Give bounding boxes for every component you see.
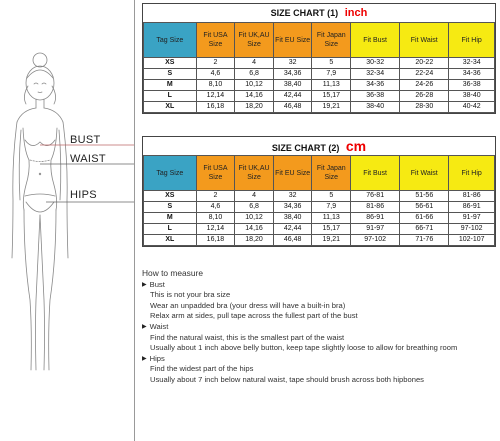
size-cell: M bbox=[144, 80, 197, 91]
table-cell: 38-40 bbox=[449, 91, 495, 102]
chart-title bbox=[143, 137, 495, 155]
instruction-line: Usually about 1 inch above belly button, keep tape slightly loose to allow for breathing room bbox=[150, 343, 458, 353]
table-cell: 5 bbox=[312, 191, 351, 202]
table-cell: 46,48 bbox=[273, 235, 312, 246]
table-cell: 6,8 bbox=[235, 69, 274, 80]
table-cell: 42,44 bbox=[273, 91, 312, 102]
table-cell: 34,36 bbox=[273, 202, 312, 213]
table-cell: 46,48 bbox=[273, 102, 312, 113]
table-cell: 81-86 bbox=[351, 202, 400, 213]
header-cell: Fit Bust bbox=[351, 156, 400, 191]
instruction-line: Usually about 7 inch below natural waist, tape should brush across both hipbones bbox=[150, 374, 424, 384]
table-row bbox=[144, 202, 495, 213]
header-cell: Fit USA Size bbox=[196, 23, 235, 58]
triangle-right-icon: ▶ bbox=[142, 323, 147, 330]
size-table-cm bbox=[143, 155, 495, 246]
table-cell: 7,9 bbox=[312, 69, 351, 80]
instruction-line: Wear an unpadded bra (your dress will have a built-in bra) bbox=[150, 300, 346, 310]
table-cell: 102-107 bbox=[449, 235, 495, 246]
table-header-row bbox=[144, 156, 495, 191]
header-cell: Fit Waist bbox=[400, 23, 449, 58]
table-cell: 81-86 bbox=[449, 191, 495, 202]
table-cell: 28-30 bbox=[400, 102, 449, 113]
table-cell: 20-22 bbox=[400, 58, 449, 69]
table-cell: 14,16 bbox=[235, 224, 274, 235]
size-cell: XL bbox=[144, 235, 197, 246]
table-cell: 16,18 bbox=[196, 235, 235, 246]
table-cell: 19,21 bbox=[312, 235, 351, 246]
table-cell: 11,13 bbox=[312, 213, 351, 224]
table-cell: 36-38 bbox=[449, 80, 495, 91]
header-cell: Fit EU Size bbox=[273, 156, 312, 191]
header-cell: Fit Waist bbox=[400, 156, 449, 191]
table-body bbox=[144, 58, 495, 113]
size-chart-cm bbox=[142, 136, 496, 247]
size-cell: XS bbox=[144, 191, 197, 202]
header-cell: Fit Japan Size bbox=[312, 23, 351, 58]
table-row bbox=[144, 224, 495, 235]
waist-label: WAIST bbox=[70, 153, 106, 165]
size-cell: M bbox=[144, 213, 197, 224]
header-cell: Fit Japan Size bbox=[312, 156, 351, 191]
size-cell: L bbox=[144, 91, 197, 102]
triangle-right-icon: ▶ bbox=[142, 281, 147, 288]
table-cell: 51-56 bbox=[400, 191, 449, 202]
table-cell: 36-38 bbox=[351, 91, 400, 102]
section-bust bbox=[142, 280, 498, 291]
table-row bbox=[144, 58, 495, 69]
table-cell: 86-91 bbox=[449, 202, 495, 213]
header-cell: Fit USA Size bbox=[196, 156, 235, 191]
size-cell: XS bbox=[144, 58, 197, 69]
size-cell: L bbox=[144, 224, 197, 235]
bust-label: BUST bbox=[70, 134, 101, 146]
table-cell: 22-24 bbox=[400, 69, 449, 80]
table-cell: 66-71 bbox=[400, 224, 449, 235]
table-cell: 56-61 bbox=[400, 202, 449, 213]
table-cell: 30-32 bbox=[351, 58, 400, 69]
table-cell: 38-40 bbox=[351, 102, 400, 113]
instruction-line: Find the natural waist, this is the smallest part of the waist bbox=[150, 332, 345, 342]
divider-line bbox=[134, 0, 135, 441]
table-cell: 76-81 bbox=[351, 191, 400, 202]
size-cell: S bbox=[144, 69, 197, 80]
table-cell: 12,14 bbox=[196, 91, 235, 102]
figure-panel bbox=[0, 0, 136, 441]
table-cell: 6,8 bbox=[235, 202, 274, 213]
table-row bbox=[144, 80, 495, 91]
table-cell: 8,10 bbox=[196, 213, 235, 224]
section-name: Hips bbox=[149, 353, 165, 363]
size-cell: S bbox=[144, 202, 197, 213]
section-name: Bust bbox=[149, 279, 165, 289]
chart-title bbox=[143, 4, 495, 22]
table-cell: 24-26 bbox=[400, 80, 449, 91]
table-cell: 15,17 bbox=[312, 91, 351, 102]
section-waist bbox=[142, 322, 498, 333]
header-cell: Tag Size bbox=[144, 156, 197, 191]
table-header-row bbox=[144, 23, 495, 58]
table-cell: 12,14 bbox=[196, 224, 235, 235]
table-cell: 10,12 bbox=[235, 213, 274, 224]
table-cell: 5 bbox=[312, 58, 351, 69]
table-cell: 71-76 bbox=[400, 235, 449, 246]
size-cell: XL bbox=[144, 102, 197, 113]
table-cell: 14,16 bbox=[235, 91, 274, 102]
size-table-inch bbox=[143, 22, 495, 113]
chart-unit: cm bbox=[345, 138, 367, 154]
table-cell: 18,20 bbox=[235, 102, 274, 113]
header-cell: Fit EU Size bbox=[273, 23, 312, 58]
table-cell: 97-102 bbox=[351, 235, 400, 246]
table-cell: 7,9 bbox=[312, 202, 351, 213]
table-cell: 32 bbox=[273, 191, 312, 202]
section-hips bbox=[142, 354, 498, 365]
table-cell: 61-66 bbox=[400, 213, 449, 224]
instruction-line: This is not your bra size bbox=[150, 290, 231, 300]
table-body bbox=[144, 191, 495, 246]
header-cell: Fit Bust bbox=[351, 23, 400, 58]
table-cell: 8,10 bbox=[196, 80, 235, 91]
table-cell: 32-34 bbox=[449, 58, 495, 69]
table-cell: 4 bbox=[235, 191, 274, 202]
chart-title-text: SIZE CHART (2) bbox=[271, 143, 340, 153]
chart-unit: inch bbox=[344, 7, 368, 19]
table-cell: 34-36 bbox=[449, 69, 495, 80]
header-cell: Fit UK,AU Size bbox=[235, 23, 274, 58]
table-row bbox=[144, 213, 495, 224]
table-cell: 34,36 bbox=[273, 69, 312, 80]
table-cell: 19,21 bbox=[312, 102, 351, 113]
table-cell: 16,18 bbox=[196, 102, 235, 113]
table-cell: 38,40 bbox=[273, 80, 312, 91]
table-cell: 40-42 bbox=[449, 102, 495, 113]
table-cell: 4 bbox=[235, 58, 274, 69]
triangle-right-icon: ▶ bbox=[142, 355, 147, 362]
table-row bbox=[144, 191, 495, 202]
table-row bbox=[144, 235, 495, 246]
table-cell: 10,12 bbox=[235, 80, 274, 91]
size-chart-inch bbox=[142, 3, 496, 114]
table-cell: 91-97 bbox=[449, 213, 495, 224]
header-cell: Fit UK,AU Size bbox=[235, 156, 274, 191]
table-cell: 97-102 bbox=[449, 224, 495, 235]
table-cell: 2 bbox=[196, 58, 235, 69]
table-cell: 4,6 bbox=[196, 202, 235, 213]
table-cell: 38,40 bbox=[273, 213, 312, 224]
table-cell: 86-91 bbox=[351, 213, 400, 224]
hips-label: HIPS bbox=[70, 189, 97, 201]
header-cell: Fit Hip bbox=[449, 156, 495, 191]
table-cell: 91-97 bbox=[351, 224, 400, 235]
table-cell: 4,6 bbox=[196, 69, 235, 80]
instruction-line: Find the widest part of the hips bbox=[150, 364, 254, 374]
table-cell: 32 bbox=[273, 58, 312, 69]
instruction-line: Relax arm at sides, pull tape across the fullest part of the bust bbox=[150, 311, 358, 321]
section-name: Waist bbox=[149, 321, 169, 331]
chart-title-text: SIZE CHART (1) bbox=[270, 8, 339, 18]
how-to-measure bbox=[142, 268, 498, 386]
table-row bbox=[144, 102, 495, 113]
body-figure-illustration bbox=[0, 0, 136, 441]
table-cell: 34-36 bbox=[351, 80, 400, 91]
table-cell: 11,13 bbox=[312, 80, 351, 91]
table-cell: 26-28 bbox=[400, 91, 449, 102]
table-cell: 15,17 bbox=[312, 224, 351, 235]
table-row bbox=[144, 91, 495, 102]
table-cell: 42,44 bbox=[273, 224, 312, 235]
table-cell: 18,20 bbox=[235, 235, 274, 246]
header-cell: Tag Size bbox=[144, 23, 197, 58]
table-cell: 2 bbox=[196, 191, 235, 202]
table-row bbox=[144, 69, 495, 80]
header-cell: Fit Hip bbox=[449, 23, 495, 58]
table-cell: 32-34 bbox=[351, 69, 400, 80]
how-to-measure-title: How to measure bbox=[142, 268, 203, 278]
